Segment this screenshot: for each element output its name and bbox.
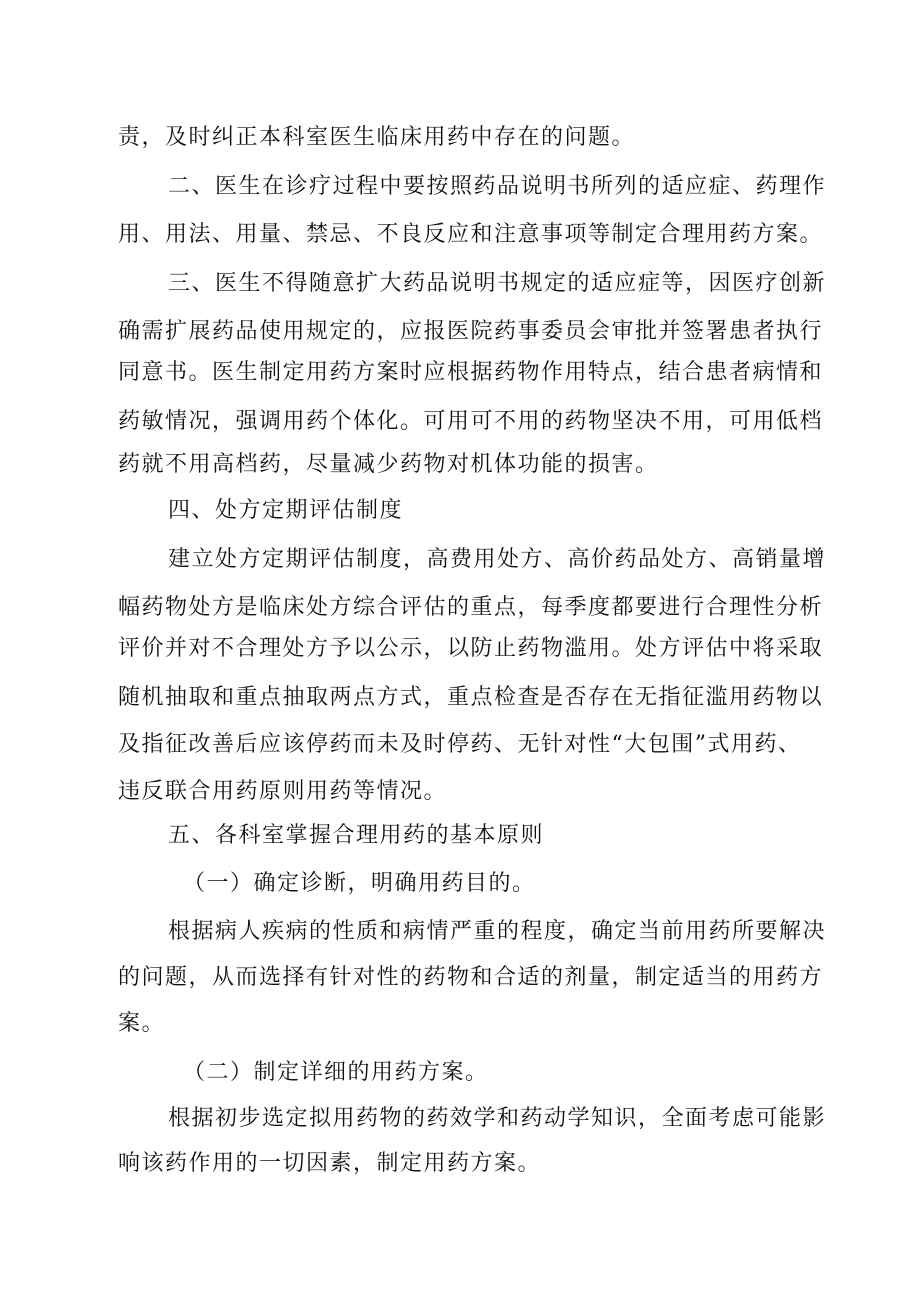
- paragraph-line: 根据初步选定拟用药物的药效学和药动学知识，全面考虑可能影: [168, 1106, 827, 1131]
- subsection-heading: （二）制定详细的用药方案。: [183, 1060, 489, 1085]
- paragraph-line: 责，及时纠正本科室医生临床用药中存在的问题。: [118, 125, 636, 150]
- section-heading: 五、各科室掌握合理用药的基本原则: [168, 823, 545, 848]
- paragraph-line: 违反联合用药原则用药等情况。: [118, 779, 448, 804]
- paragraph-line: 及指征改善后应该停药而未及时停药、无针对性“大包围”式用药、: [118, 732, 802, 757]
- paragraph-line: 三、医生不得随意扩大药品说明书规定的适应症等，因医疗创新: [168, 271, 827, 296]
- paragraph-line: 随机抽取和重点抽取两点方式，重点检查是否存在无指征滥用药物以: [118, 685, 824, 710]
- paragraph-line: 幅药物处方是临床处方综合评估的重点，每季度都要进行合理性分析: [118, 595, 824, 620]
- paragraph-line: 建立处方定期评估制度，高费用处方、高价药品处方、高销量增: [168, 547, 827, 572]
- paragraph-line: 用、用法、用量、禁忌、不良反应和注意事项等制定合理用药方案。: [118, 222, 824, 247]
- paragraph-line: 药就不用高档药，尽量减少药物对机体功能的损害。: [118, 452, 659, 477]
- paragraph-line: 确需扩展药品使用规定的，应报医院药事委员会审批并签署患者执行: [118, 319, 824, 344]
- paragraph-line: 案。: [118, 1011, 166, 1036]
- paragraph-line: 响该药作用的一切因素，制定用药方案。: [118, 1151, 542, 1176]
- paragraph-line: 的问题，从而选择有针对性的药物和合适的剂量，制定适当的用药方: [118, 965, 824, 990]
- paragraph-line: 根据病人疾病的性质和病情严重的程度，确定当前用药所要解决: [168, 919, 827, 944]
- section-heading: 四、处方定期评估制度: [168, 498, 404, 523]
- paragraph-line: 二、医生在诊疗过程中要按照药品说明书所列的适应症、药理作: [168, 174, 827, 199]
- paragraph-line: 评价并对不合理处方予以公示，以防止药物滥用。处方评估中将采取: [118, 636, 824, 661]
- subsection-heading: （一）确定诊断，明确用药目的。: [183, 871, 536, 896]
- paragraph-line: 药敏情况，强调用药个体化。可用可不用的药物坚决不用，可用低档: [118, 409, 824, 434]
- paragraph-line: 同意书。医生制定用药方案时应根据药物作用特点，结合患者病情和: [118, 360, 824, 385]
